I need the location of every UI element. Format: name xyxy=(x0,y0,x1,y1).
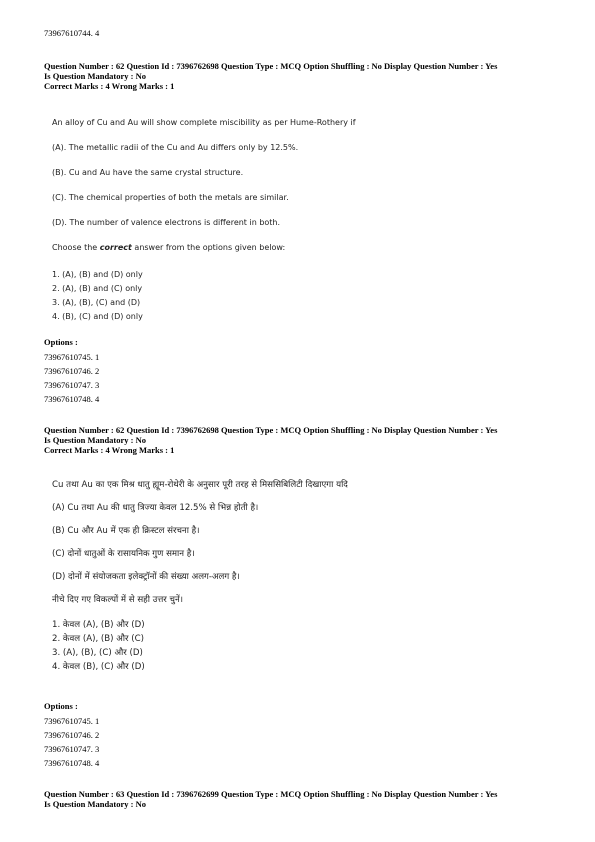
options-section-hindi xyxy=(44,701,564,770)
question-stem: An alloy of Cu and Au will show complete miscibility as per Hume-Rothery if xyxy=(52,118,356,127)
question-mandatory-line: Is Question Mandatory : No xyxy=(44,799,147,809)
option-id: 73967610745. 1 xyxy=(44,352,100,362)
option-id: 73967610746. 2 xyxy=(44,730,100,740)
statement-c: (C). The chemical properties of both the metals are similar. xyxy=(52,193,289,202)
option-id: 73967610746. 2 xyxy=(44,366,100,376)
option-id: 73967610748. 4 xyxy=(44,394,100,404)
answer-choice: 4. केवल (B), (C) और (D) xyxy=(52,662,145,672)
option-id: 73967610748. 4 xyxy=(44,758,100,768)
answer-choices xyxy=(52,268,552,324)
statement-d: (D) दोनों में संयोजकता इलेक्ट्रॉनों की संख्या अलग-अलग है। xyxy=(52,572,240,582)
question-62-body-english xyxy=(52,118,552,324)
choose-instruction: नीचे दिए गए विकल्पों में से सही उत्तर चुनें। xyxy=(52,595,184,605)
answer-choice: 3. (A), (B), (C) और (D) xyxy=(52,648,143,658)
options-section-english xyxy=(44,337,564,406)
answer-choice: 4. (B), (C) and (D) only xyxy=(52,312,143,321)
answer-choice: 3. (A), (B), (C) and (D) xyxy=(52,298,141,307)
question-62-body-hindi xyxy=(52,480,552,674)
question-mandatory-line: Is Question Mandatory : No xyxy=(44,71,147,81)
answer-choice: 1. (A), (B) and (D) only xyxy=(52,270,143,279)
options-title: Options : xyxy=(44,701,78,711)
question-62-meta xyxy=(44,61,564,91)
statement-a: (A) Cu तथा Au की धातु त्रिज्या केवल 12.5% से भिन्न होती है। xyxy=(52,503,259,513)
question-meta-line: Question Number : 62 Question Id : 7396762698 Question Type : MCQ Option Shuffling : No Display Question Number : Yes xyxy=(44,61,498,71)
options-title: Options : xyxy=(44,337,78,347)
previous-option-id: 73967610744. 4 xyxy=(44,28,100,38)
option-id: 73967610745. 1 xyxy=(44,716,100,726)
question-stem: Cu तथा Au का एक मिश्र धातु ह्यूम-रोथेरी के अनुसार पूरी तरह से मिससिबिलिटी दिखाएगा यदि xyxy=(52,480,348,490)
answer-choice: 1. केवल (A), (B) और (D) xyxy=(52,620,145,630)
statement-b: (B) Cu और Au में एक ही क्रिस्टल संरचना है। xyxy=(52,526,200,536)
question-marks-line: Correct Marks : 4 Wrong Marks : 1 xyxy=(44,81,175,91)
answer-choices xyxy=(52,618,552,674)
question-mandatory-line: Is Question Mandatory : No xyxy=(44,435,147,445)
choose-instruction: Choose the correct answer from the options given below: xyxy=(52,243,286,252)
statement-a: (A). The metallic radii of the Cu and Au differs only by 12.5%. xyxy=(52,143,299,152)
statement-b: (B). Cu and Au have the same crystal structure. xyxy=(52,168,244,177)
option-id: 73967610747. 3 xyxy=(44,380,100,390)
answer-choice: 2. (A), (B) and (C) only xyxy=(52,284,143,293)
statement-d: (D). The number of valence electrons is different in both. xyxy=(52,218,281,227)
statement-c: (C) दोनों धातुओं के रासायनिक गुण समान है। xyxy=(52,549,195,559)
question-meta-line: Question Number : 62 Question Id : 7396762698 Question Type : MCQ Option Shuffling : No Display Question Number : Yes xyxy=(44,425,498,435)
question-62-meta-hindi xyxy=(44,425,564,455)
question-marks-line: Correct Marks : 4 Wrong Marks : 1 xyxy=(44,445,175,455)
emphasis-correct: correct xyxy=(99,243,132,252)
answer-choice: 2. केवल (A), (B) और (C) xyxy=(52,634,144,644)
question-meta-line: Question Number : 63 Question Id : 7396762699 Question Type : MCQ Option Shuffling : No Display Question Number : Yes xyxy=(44,789,498,799)
question-63-meta xyxy=(44,789,564,809)
option-id: 73967610747. 3 xyxy=(44,744,100,754)
